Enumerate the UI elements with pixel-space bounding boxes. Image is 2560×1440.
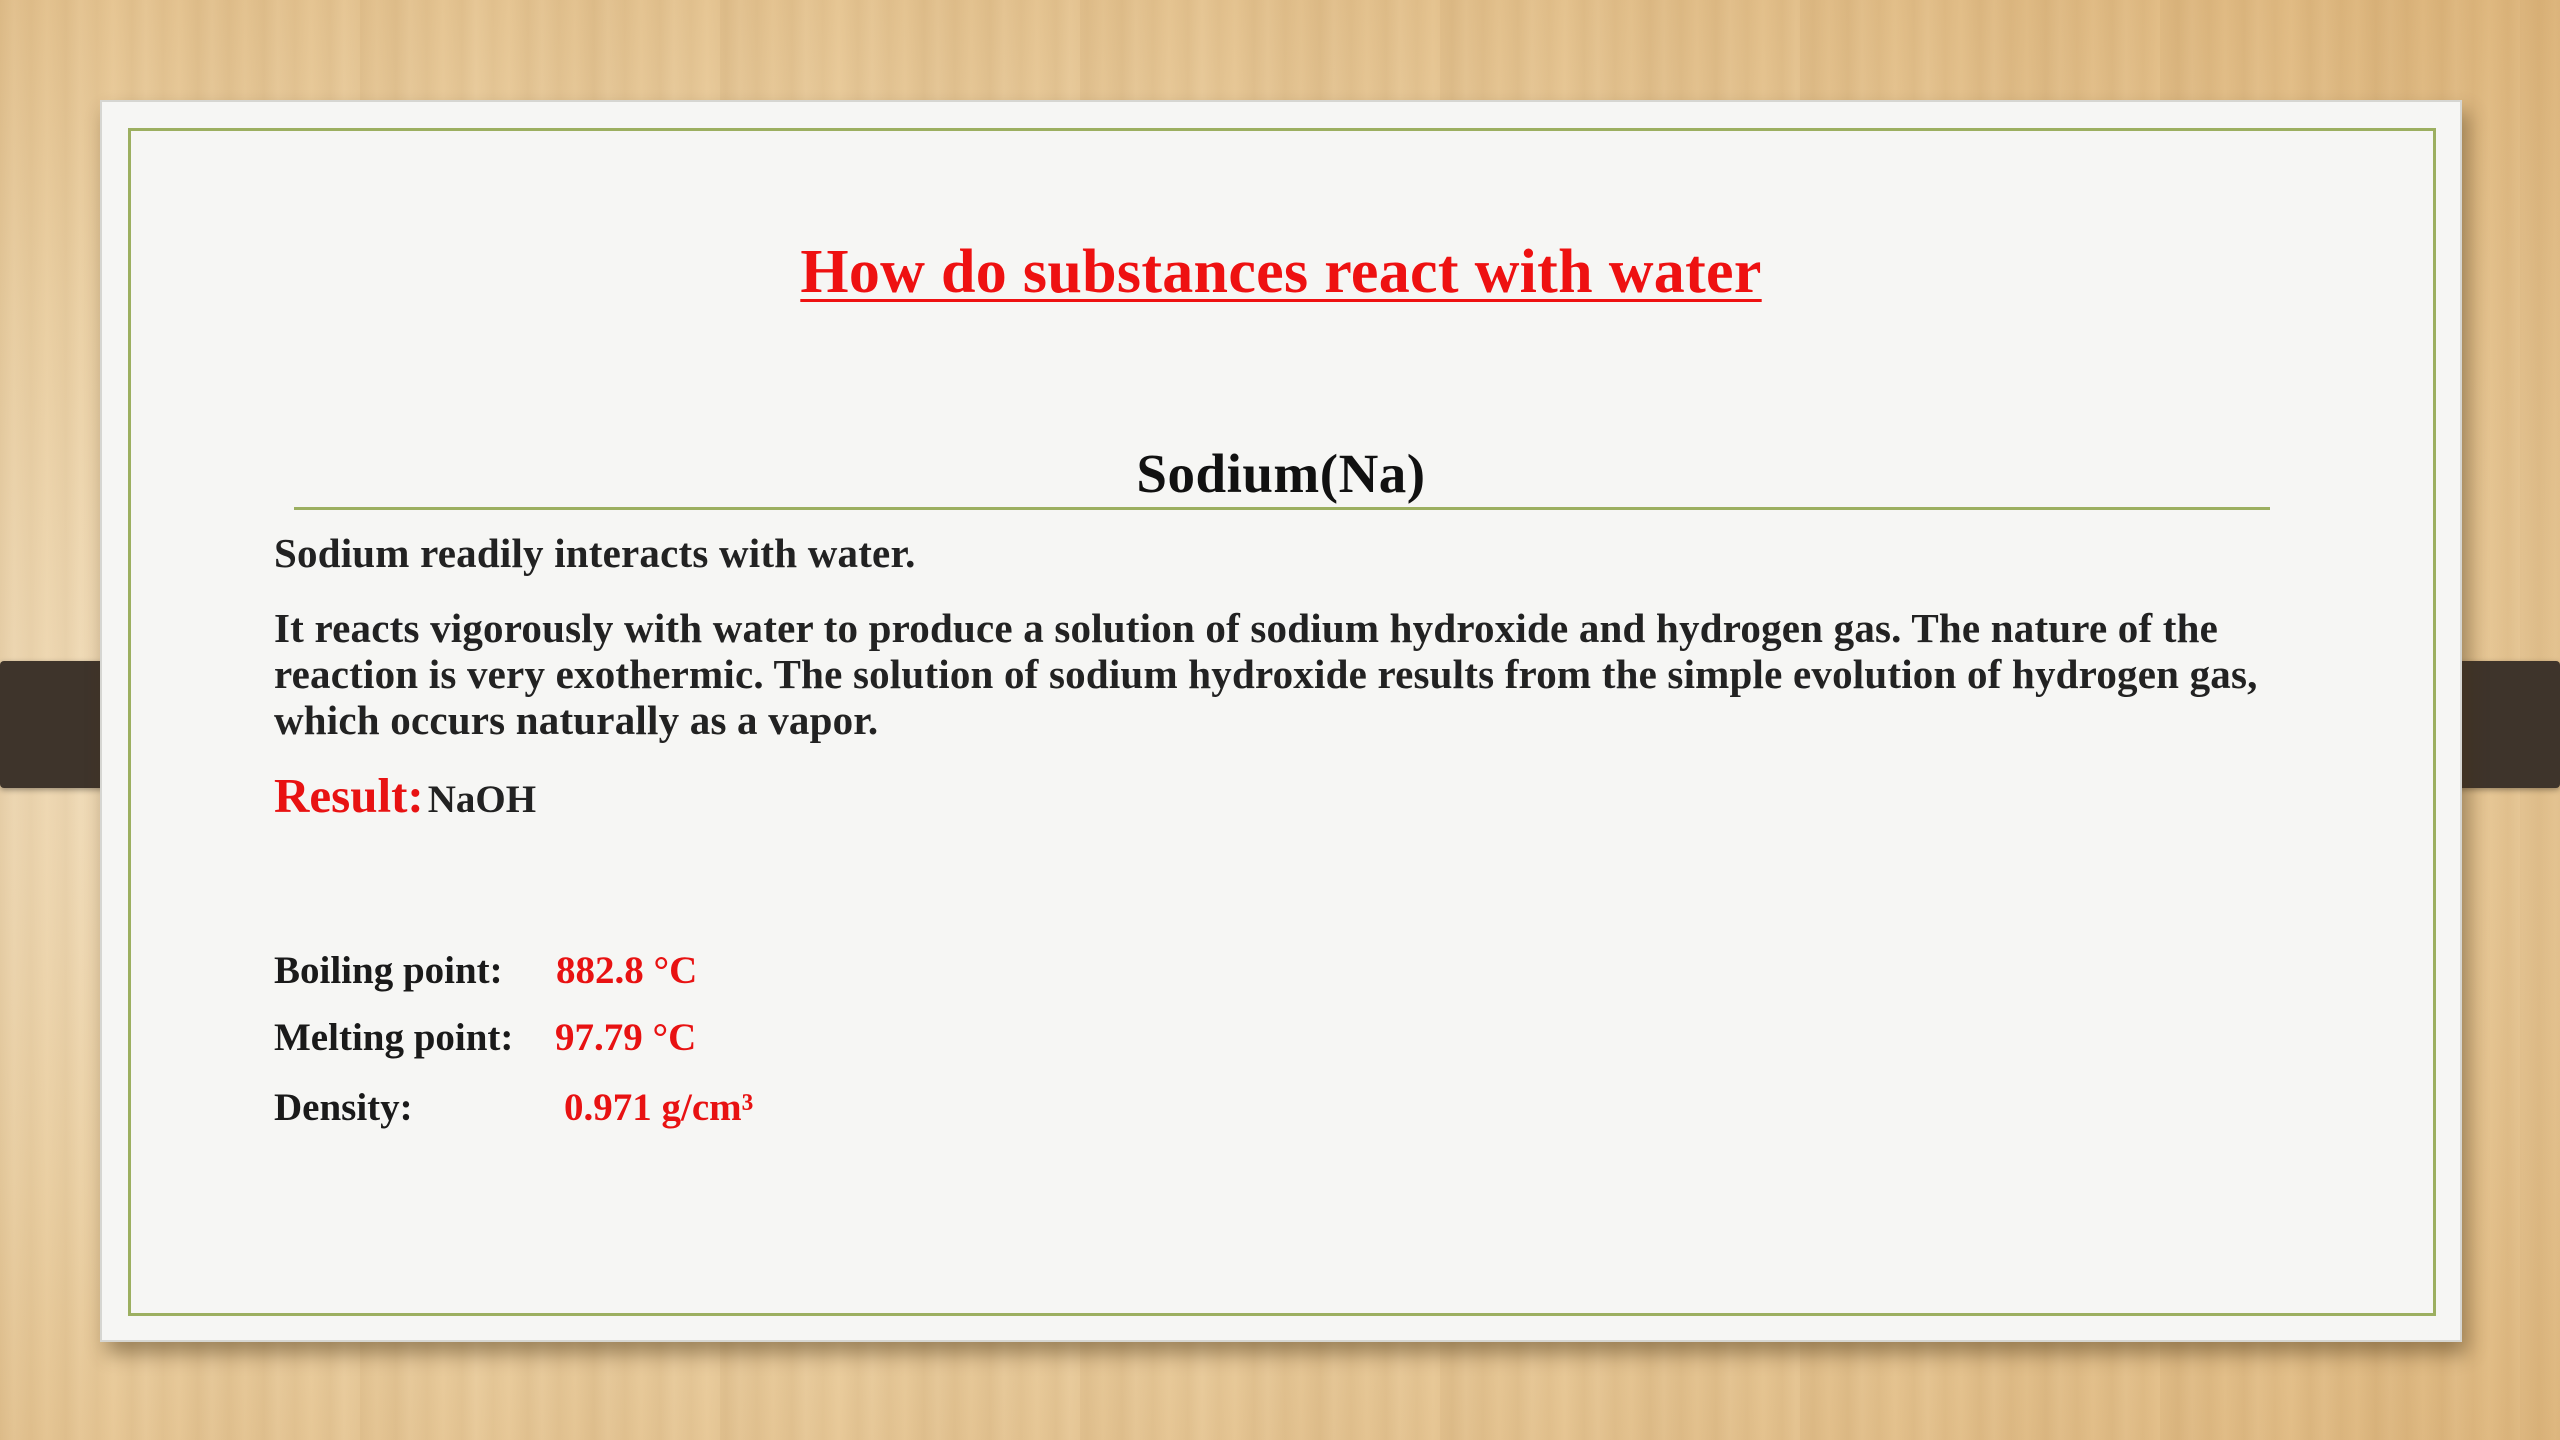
property-label: Melting point: xyxy=(274,1016,514,1059)
result-label: Result: xyxy=(274,768,424,823)
property-label: Boiling point: xyxy=(274,949,503,992)
slide-card xyxy=(100,100,2462,1342)
intro-paragraph: Sodium readily interacts with water. xyxy=(274,530,916,576)
result-line xyxy=(274,767,536,824)
property-label: Density: xyxy=(274,1086,413,1129)
property-value: 97.79 °C xyxy=(555,1016,697,1059)
property-value: 882.8 °C xyxy=(556,949,698,992)
reaction-paragraph: It reacts vigorously with water to produce a solution of sodium hydroxide and hydrogen gas. The nature of the reaction is very exothermic. The solution of sodium hydroxide results from the simple evolution of hydrogen gas, which occurs naturally as a vapor. xyxy=(274,605,2258,743)
element-heading: Sodium(Na) xyxy=(1136,443,1426,504)
result-value: NaOH xyxy=(427,778,537,821)
property-value: 0.971 g/cm³ xyxy=(564,1086,754,1129)
slide-title: How do substances react with water xyxy=(800,238,1762,306)
heading-divider xyxy=(294,507,2270,510)
